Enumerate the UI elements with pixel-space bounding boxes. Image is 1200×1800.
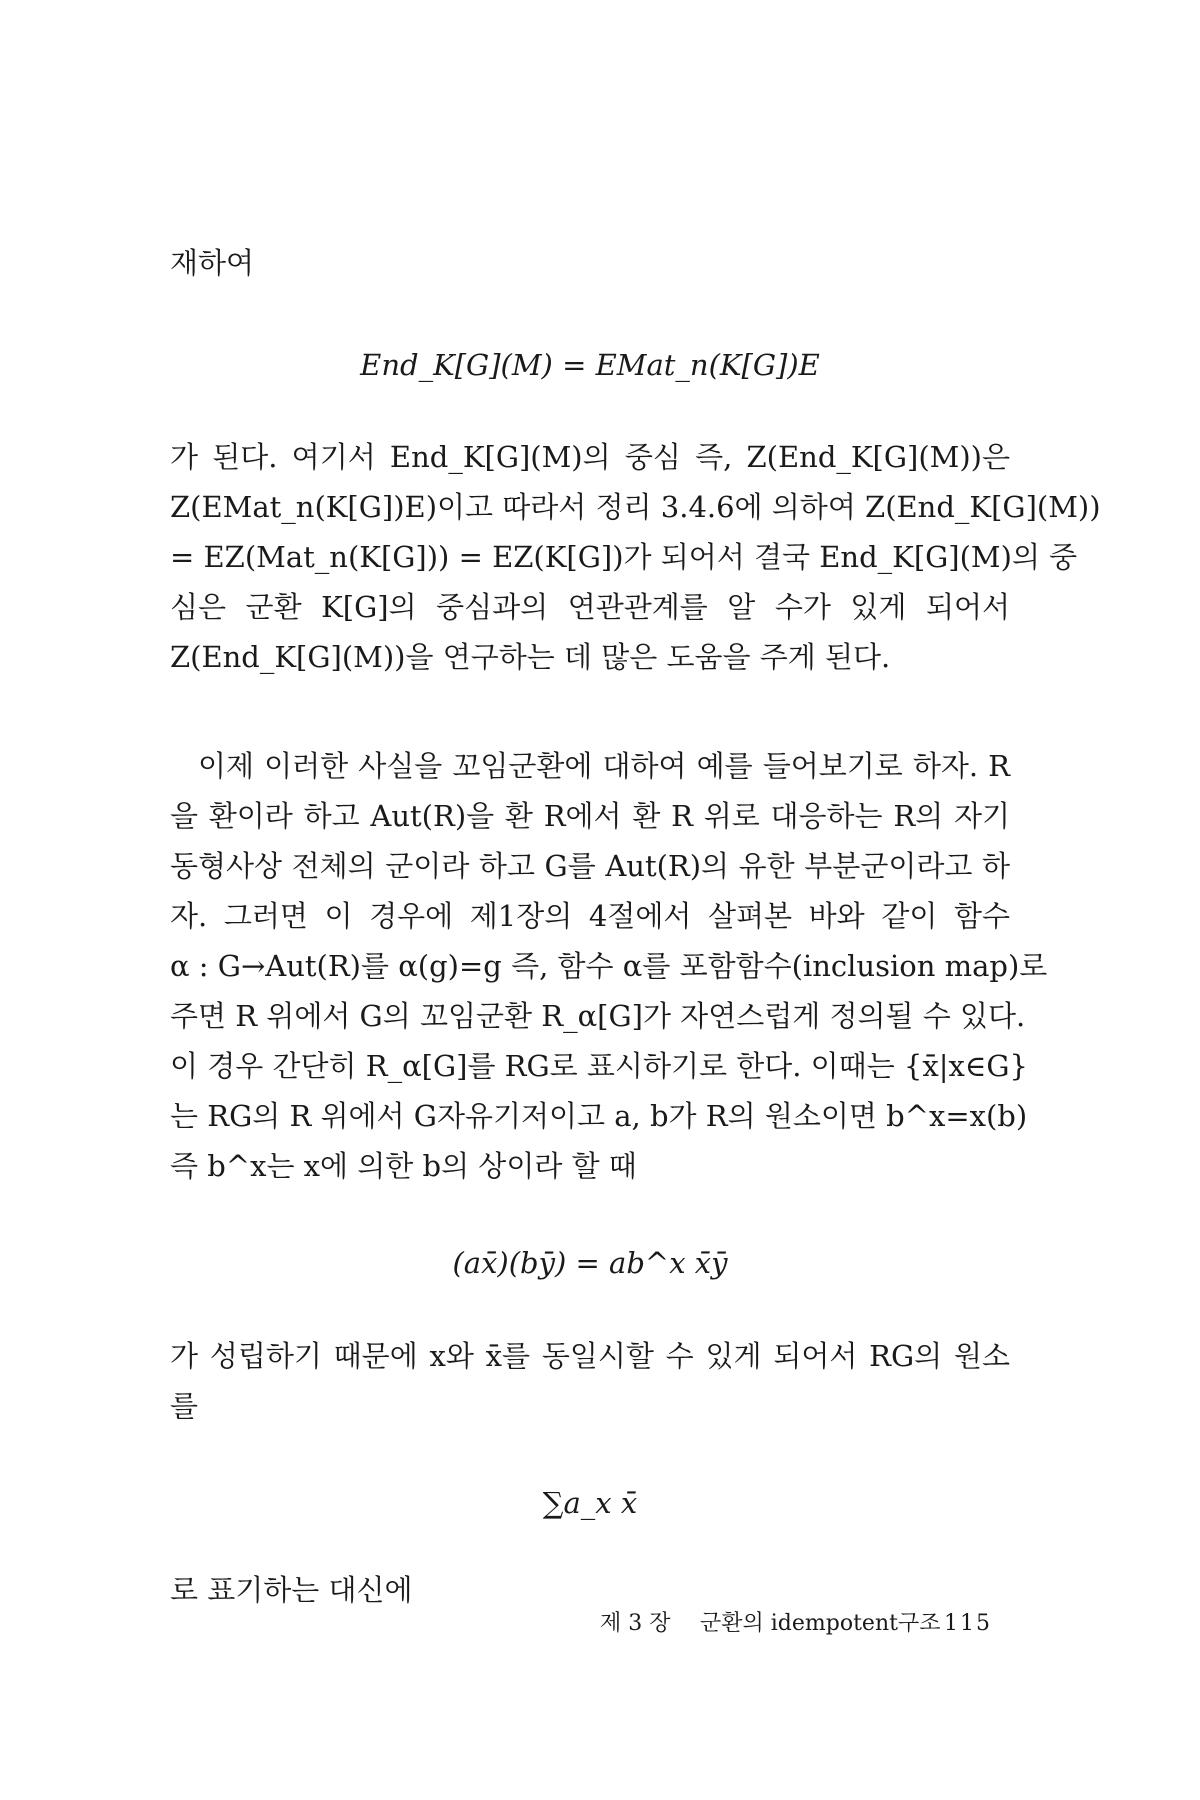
text-line: 가 된다. 여기서 End_K[G](M)의 중심 즉, Z(End_K[G](M))은 <box>170 440 1010 474</box>
text-line: 즉 b^x는 x에 의한 b의 상이라 할 때 <box>170 1149 637 1183</box>
chapter-title: 군환의 idempotent구조 <box>700 1611 941 1636</box>
equation-sum: ∑a_x x̄ <box>542 1486 638 1520</box>
text-line: 재하여 <box>170 246 255 280</box>
equation-endomorphism: End_K[G](M) = EMat_n(K[G])E <box>360 348 820 382</box>
text-line: 이 경우 간단히 R_α[G]를 RG로 표시하기로 한다. 이때는 {x̄|x∈G} <box>170 1049 1028 1083</box>
text-line: 는 RG의 R 위에서 G자유기저이고 a, b가 R의 원소이면 b^x=x(b) <box>170 1099 1028 1133</box>
text-line: 로 표기하는 대신에 <box>170 1573 413 1607</box>
text-line: 을 환이라 하고 Aut(R)을 환 R에서 환 R 위로 대응하는 R의 자기 <box>170 799 1010 833</box>
text-line: α : G→Aut(R)를 α(g)=g 즉, 함수 α를 포함함수(inclusion map)로 <box>170 949 1048 983</box>
text-line: 자. 그러면 이 경우에 제1장의 4절에서 살펴본 바와 같이 함수 <box>170 899 1010 933</box>
text-line: 를 <box>170 1389 199 1423</box>
text-line: 동형사상 전체의 군이라 하고 G를 Aut(R)의 유한 부분군이라고 하 <box>170 849 1010 883</box>
text-line: 이제 이러한 사실을 꼬임군환에 대하여 예를 들어보기로 하자. R <box>198 749 1010 783</box>
text-line: = EZ(Mat_n(K[G])) = EZ(K[G])가 되어서 결국 End_K[G](M)의 중 <box>170 540 1078 574</box>
text-line: 심은 군환 K[G]의 중심과의 연관관계를 알 수가 있게 되어서 <box>170 590 1010 624</box>
page-footer <box>0 1604 1200 1644</box>
text-line: Z(EMat_n(K[G])E)이고 따라서 정리 3.4.6에 의하여 Z(End_K[G](M)) <box>170 490 1101 524</box>
text-line: 가 성립하기 때문에 x와 x̄를 동일시할 수 있게 되어서 RG의 원소 <box>170 1339 1010 1373</box>
page-number: 115 <box>944 1611 992 1636</box>
text-line: Z(End_K[G](M))을 연구하는 데 많은 도움을 주게 된다. <box>170 640 891 674</box>
chapter-label: 제 3 장 <box>600 1611 671 1636</box>
equation-product: (ax̄)(bȳ) = ab^x x̄ȳ <box>452 1246 728 1280</box>
text-line: 주면 R 위에서 G의 꼬임군환 R_α[G]가 자연스럽게 정의될 수 있다. <box>170 999 1026 1033</box>
